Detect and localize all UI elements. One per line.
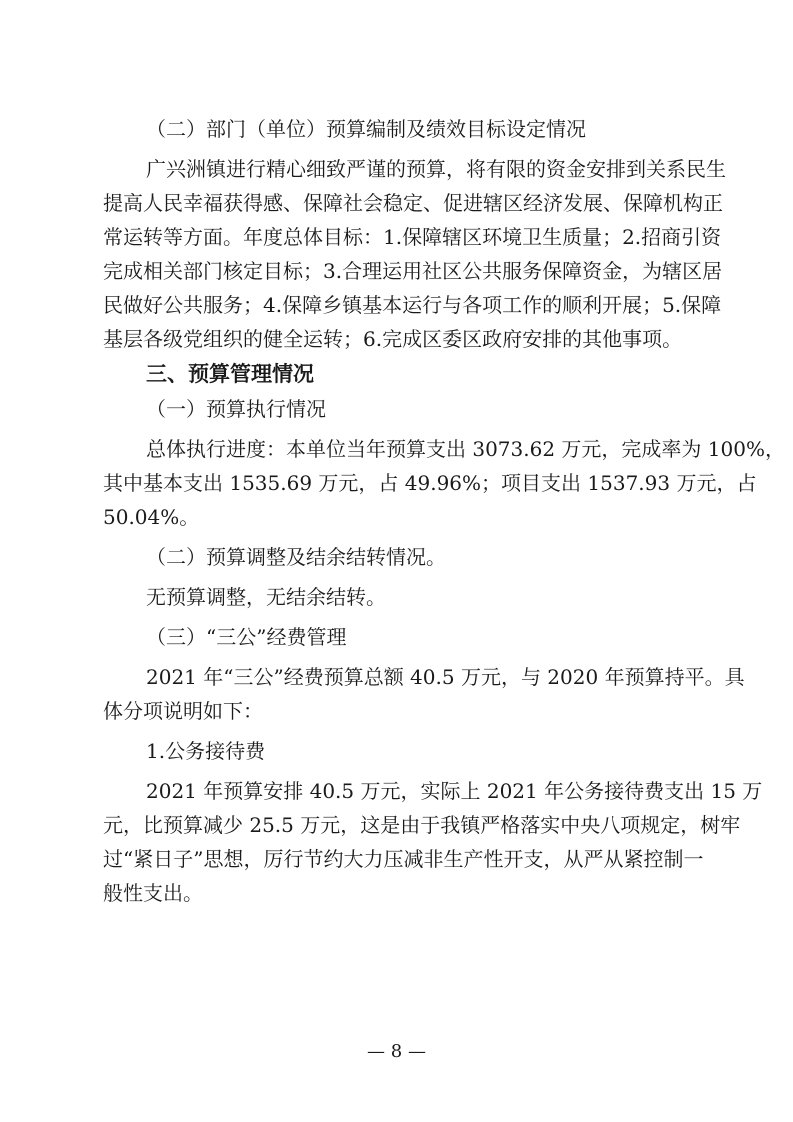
paragraph-line: 完成相关部门核定目标；3.合理运用社区公共服务保障资金，为辖区居 <box>103 259 723 283</box>
paragraph-line: 体分项说明如下： <box>103 699 263 723</box>
paragraph-line: 2021 年预算安排 40.5 万元，实际上 2021 年公务接待费支出 15 万 <box>146 779 763 803</box>
subsection-title-execution: （一）预算执行情况 <box>146 397 326 421</box>
item-title-reception: 1.公务接待费 <box>146 739 266 763</box>
paragraph-line: 般性支出。 <box>103 881 203 905</box>
paragraph-line: 基层各级党组织的健全运转；6.完成区委区政府安排的其他事项。 <box>103 327 683 351</box>
section-title-dept-budget: （二）部门（单位）预算编制及绩效目标设定情况 <box>146 117 586 141</box>
paragraph-line: 50.04%。 <box>103 505 200 529</box>
paragraph-line: 无预算调整，无结余结转。 <box>146 585 386 609</box>
paragraph-line: 广兴洲镇进行精心细致严谨的预算，将有限的资金安排到关系民生 <box>146 157 726 181</box>
section-heading-budget-management: 三、预算管理情况 <box>146 362 314 386</box>
paragraph-line: 民做好公共服务；4.保障乡镇基本运行与各项工作的顺利开展；5.保障 <box>103 293 722 317</box>
subsection-title-adjustment: （二）预算调整及结余结转情况。 <box>146 545 446 569</box>
paragraph-line: 元，比预算减少 25.5 万元，这是由于我镇严格落实中央八项规定，树牢 <box>103 813 741 837</box>
paragraph-line: 其中基本支出 1535.69 万元，占 49.96%；项目支出 1537.93 万元，占 <box>103 471 757 495</box>
document-page <box>103 112 785 910</box>
subsection-title-three-public: （三）“三公”经费管理 <box>146 625 347 649</box>
paragraph-line: 过“紧日子”思想，厉行节约大力压减非生产性开支，从严从紧控制一 <box>103 847 704 871</box>
paragraph-line: 总体执行进度：本单位当年预算支出 3073.62 万元，完成率为 100%， <box>146 437 785 461</box>
page-number: — 8 — <box>367 1041 426 1062</box>
paragraph-line: 2021 年“三公”经费预算总额 40.5 万元，与 2020 年预算持平。具 <box>146 665 745 689</box>
paragraph-line: 提高人民幸福获得感、保障社会稳定、促进辖区经济发展、保障机构正 <box>103 191 723 215</box>
paragraph-line: 常运转等方面。年度总体目标：1.保障辖区环境卫生质量；2.招商引资 <box>103 225 722 249</box>
